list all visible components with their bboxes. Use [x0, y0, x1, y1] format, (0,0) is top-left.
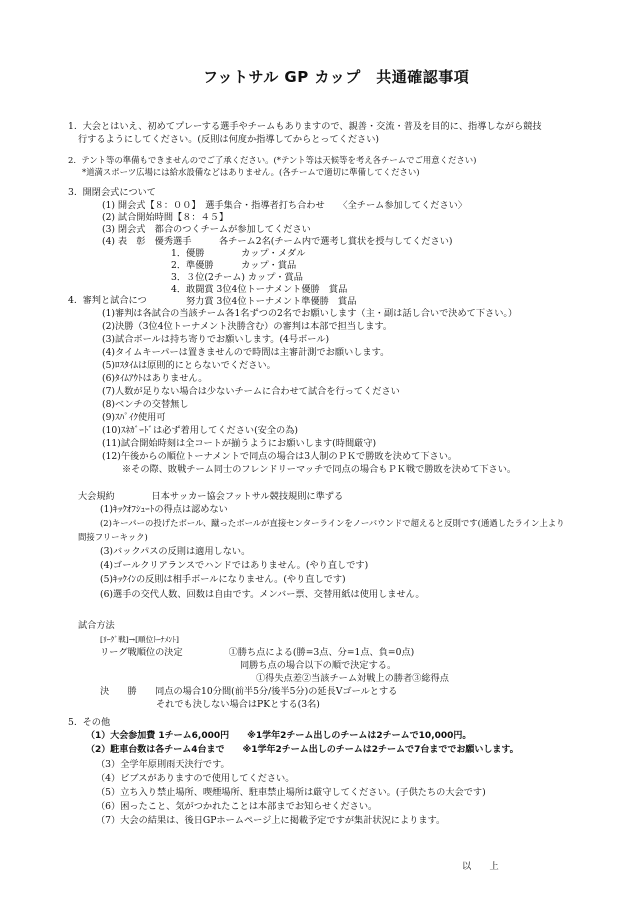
referee-rule-6: (6)ﾀｲﾑｱｳﾄはありません。: [102, 373, 208, 384]
other-item-5: （5）立ち入り禁止場所、喫煙場所、駐車禁止場所は厳守してください。(子供たちの大会です): [96, 787, 486, 798]
rule-3: (3)バックパスの反則は適用しない。: [100, 546, 251, 557]
rule-5: (5)ｷｯｸｲﾝの反則は相手ボールになりません。(やり直しです): [100, 574, 346, 585]
referee-rule-4: (4)タイムキーパーは置きませんので時間は主審計測でお願いします。: [102, 347, 390, 358]
other-item-4: （4）ビブスがありますので使用してください。: [96, 773, 295, 784]
award-2: 2．準優勝 カップ・賞品: [171, 260, 297, 271]
rule-1: (1)ｷｯｸｵﾌｼｭｰﾄの得点は認めない: [100, 504, 228, 515]
section-2-line-1: 2. テント等の準備もできませんのでご了承ください。(*テント等は天候等を考え各チームでご用意ください): [68, 155, 477, 165]
section-4-heading: 4. 審判と試合につ: [68, 295, 147, 306]
other-item-3: （3）全学年原則雨天決行です。: [96, 759, 230, 770]
rule-4: (4)ゴールクリアランスでハンドではありません。(やり直しです): [100, 560, 369, 571]
referee-rule-12-note: ※その際、敗戦チーム同士のフレンドリーマッチで同点の場合もＰＫ戦で勝敗を決めて下さい。: [122, 464, 517, 475]
ceremony-item-2: (2) 試合開始時間【８：４５】: [102, 212, 229, 223]
referee-rule-10: (10)ｽﾈｶﾞｰﾄﾞは必ず着用してください(安全の為): [102, 425, 298, 436]
referee-rule-8: (8)ベンチの交替無し: [102, 399, 189, 410]
section-1-line-2: 行するようにしてください。(反則は何度か指導してからとってください): [78, 134, 379, 145]
referee-rule-9: (9)ｽﾊﾟｲｸ使用可: [102, 412, 166, 423]
method-line-5: それでも決しない場合はPKとする(3名): [156, 699, 320, 710]
other-item-6: （6）困ったこと、気がつかれたことは本部までお知らせください。: [96, 801, 378, 812]
referee-rule-12: (12)午後からの順位トーナメントで同点の場合は3人制のＰＫで勝敗を決めて下さい。: [102, 451, 458, 462]
method-heading: 試合方法: [78, 620, 115, 631]
page-title: フットサル GP カップ 共通確認事項: [203, 68, 470, 86]
section-3-heading: 3. 開閉会式について: [68, 187, 156, 198]
rules-heading: 大会規約 日本サッカー協会フットサル競技規則に準ずる: [78, 491, 344, 502]
referee-rule-1: (1)審判は各試合の当該チーム各1名ずつの2名でお願いします（主・副は話し合いで決めて下さい。）: [102, 308, 518, 319]
rule-2: (2)キーパーの投げたボール、蹴ったボールが直接センターラインをノーバウンドで超えると反則です(通過したライン上より: [100, 518, 565, 528]
ceremony-item-4: (4) 表 彰 優秀選手 各チーム2名(チーム内で選考し賞状を授与してください): [102, 236, 453, 247]
other-item-7: （7）大会の結果は、後日GPホームページ上に掲載予定ですが集計状況によります。: [96, 815, 446, 826]
section-1-line-1: 1. 大会とはいえ、初めてプレーする選手やチームもありますので、親善・交流・普及を目的に、指導しながら競技: [68, 121, 542, 132]
method-line-2: 同勝ち点の場合以下の順で決定する。: [240, 660, 397, 671]
section-5-heading: 5. その他: [68, 717, 111, 728]
referee-rule-5: (5)ﾛｽﾀｲﾑは原則的にとらないでください。: [102, 360, 276, 371]
award-4: 4．敢闘賞 3位4位トーナメント優勝 賞品: [171, 284, 348, 295]
closing-text: 以 上: [462, 861, 499, 872]
referee-rule-11: (11)試合開始時刻は全コートが揃うようにお願いします(時間厳守): [102, 438, 377, 449]
method-line-3: ①得失点差②当該チーム対戦上の勝者③総得点: [256, 673, 449, 684]
other-item-2: （2）駐車台数は各チーム4台まで ※1学年2チーム出しのチームは2チームで7台まででお願いします。: [86, 745, 519, 755]
award-1: 1．優勝 カップ・メダル: [171, 248, 306, 259]
ceremony-item-3: (3) 閉会式 都合のつくチームが参加してください: [102, 224, 311, 235]
award-3: 3．３位(2チーム) カップ・賞品: [171, 272, 303, 283]
referee-rule-3: (3)試合ボールは持ち寄りでお願いします。(4号ボール): [102, 334, 330, 345]
section-2-line-2: *道満スポーツ広場には給水設備などはありません。(各チームで適切に準備してください): [82, 167, 420, 177]
rule-2-continued: 間接フリーキック): [78, 532, 148, 542]
referee-rule-7: (7)人数が足りない場合は少ないチームに合わせて試合を行ってください: [102, 386, 400, 397]
other-item-1: （1）大会参加費 1チーム6,000円 ※1学年2チーム出しのチームは2チームで10,000円。: [86, 731, 472, 741]
rule-6: (6)選手の交代人数、回数は自由です。メンバー票、交替用紙は使用しません。: [100, 589, 425, 600]
method-format: [ﾘｰｸﾞ戦]→[順位ﾄｰﾅﾒﾝﾄ]: [100, 635, 179, 644]
method-line-4: 決 勝 同点の場合10分間(前半5分/後半5分)の延長Vゴールとする: [100, 686, 398, 697]
referee-rule-2: (2)決勝（3位4位トーナメント決勝含む）の審判は本部で担当します。: [102, 321, 393, 332]
ceremony-item-1: (1) 開会式【８：００】 選手集合・指導者打ち合わせ 〈全チーム参加してください〉: [102, 200, 468, 211]
method-line-1: リーグ戦順位の決定 ①勝ち点による(勝=3点、分=1点、負=0点): [100, 647, 415, 658]
award-5: 努力賞 3位4位トーナメント準優勝 賞品: [186, 296, 357, 307]
